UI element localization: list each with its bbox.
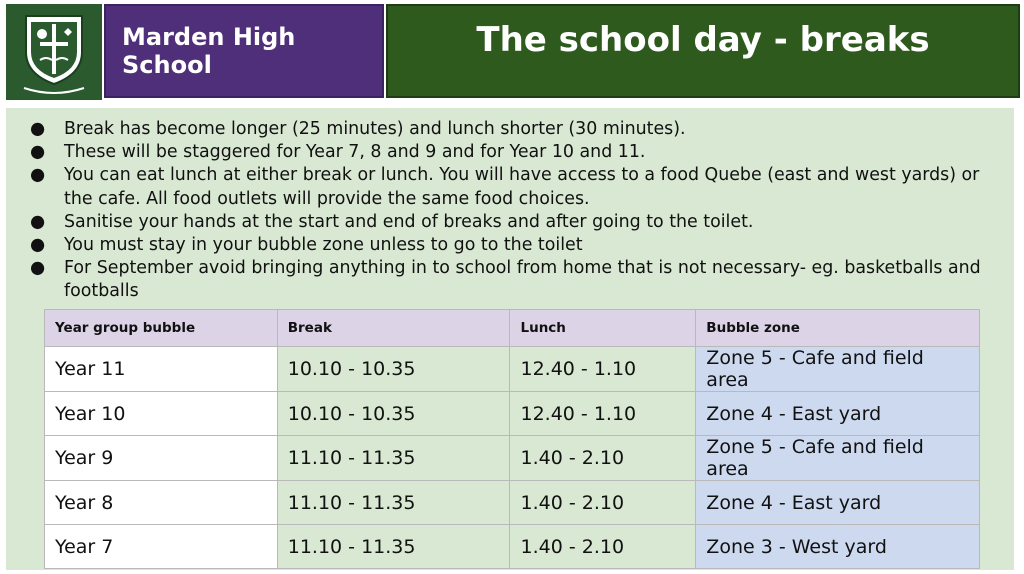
header-lunch: Lunch xyxy=(510,310,696,347)
break-cell: 11.10 - 11.35 xyxy=(277,481,510,525)
school-name-banner xyxy=(104,4,384,98)
break-cell: 11.10 - 11.35 xyxy=(277,525,510,569)
break-cell: 10.10 - 10.35 xyxy=(277,347,510,392)
bullet-dot-icon: ● xyxy=(30,235,46,256)
school-crest-logo xyxy=(6,4,102,100)
zone-cell: Zone 3 - West yard xyxy=(696,525,980,569)
zone-cell: Zone 4 - East yard xyxy=(696,392,980,436)
table-header-row xyxy=(45,310,980,347)
bullet-item: ● For September avoid bringing anything in to school from home that is not necessary- eg. basketballs and footballs xyxy=(30,258,981,302)
year-group-cell: Year 11 xyxy=(45,347,278,392)
bullet-item: ● Break has become longer (25 minutes) and lunch shorter (30 minutes). xyxy=(26,118,1006,141)
header-year-group: Year group bubble xyxy=(45,310,278,347)
zone-cell: Zone 4 - East yard xyxy=(696,481,980,525)
bullet-dot-icon: ● xyxy=(30,142,46,163)
table-row xyxy=(45,525,980,569)
table-row xyxy=(45,347,980,392)
lunch-cell: 1.40 - 2.10 xyxy=(510,481,696,525)
zone-cell: Zone 5 - Cafe and field area xyxy=(696,347,980,392)
break-cell: 10.10 - 10.35 xyxy=(277,392,510,436)
slide-header xyxy=(0,0,1024,102)
bullet-dot-icon: ● xyxy=(30,119,46,139)
slide-title-banner xyxy=(386,4,1020,98)
year-group-cell: Year 10 xyxy=(45,392,278,436)
table-row xyxy=(45,436,980,481)
zone-cell: Zone 5 - Cafe and field area xyxy=(696,436,980,481)
lunch-cell: 1.40 - 2.10 xyxy=(510,525,696,569)
year-group-cell: Year 8 xyxy=(45,481,278,525)
school-name: Marden High School xyxy=(122,23,296,79)
lunch-cell: 1.40 - 2.10 xyxy=(510,436,696,481)
lunch-cell: 12.40 - 1.10 xyxy=(510,347,696,392)
bullet-dot-icon: ● xyxy=(30,258,46,279)
table-row xyxy=(45,392,980,436)
bullet-item: ● You can eat lunch at either break or lunch. You will have access to a food Quebe (east and west yards) or the cafe. All food outlets will provide the same food choices. xyxy=(30,165,980,209)
break-cell: 11.10 - 11.35 xyxy=(277,436,510,481)
bullet-list xyxy=(26,118,1006,304)
bullet-item: ● Sanitise your hands at the start and end of breaks and after going to the toilet. xyxy=(26,211,1006,234)
header-bubble-zone: Bubble zone xyxy=(696,310,980,347)
slide-title: The school day - breaks xyxy=(476,20,930,60)
bullet-item: ● These will be staggered for Year 7, 8 and 9 and for Year 10 and 11. xyxy=(26,141,1006,164)
year-group-cell: Year 9 xyxy=(45,436,278,481)
lunch-cell: 12.40 - 1.10 xyxy=(510,392,696,436)
year-group-cell: Year 7 xyxy=(45,525,278,569)
breaks-table xyxy=(44,309,980,569)
content-panel xyxy=(6,108,1014,570)
bullet-dot-icon: ● xyxy=(30,165,46,186)
bullet-dot-icon: ● xyxy=(30,211,46,232)
table-row xyxy=(45,481,980,525)
bullet-item: ● You must stay in your bubble zone unless to go to the toilet xyxy=(26,234,1006,257)
header-break: Break xyxy=(277,310,510,347)
